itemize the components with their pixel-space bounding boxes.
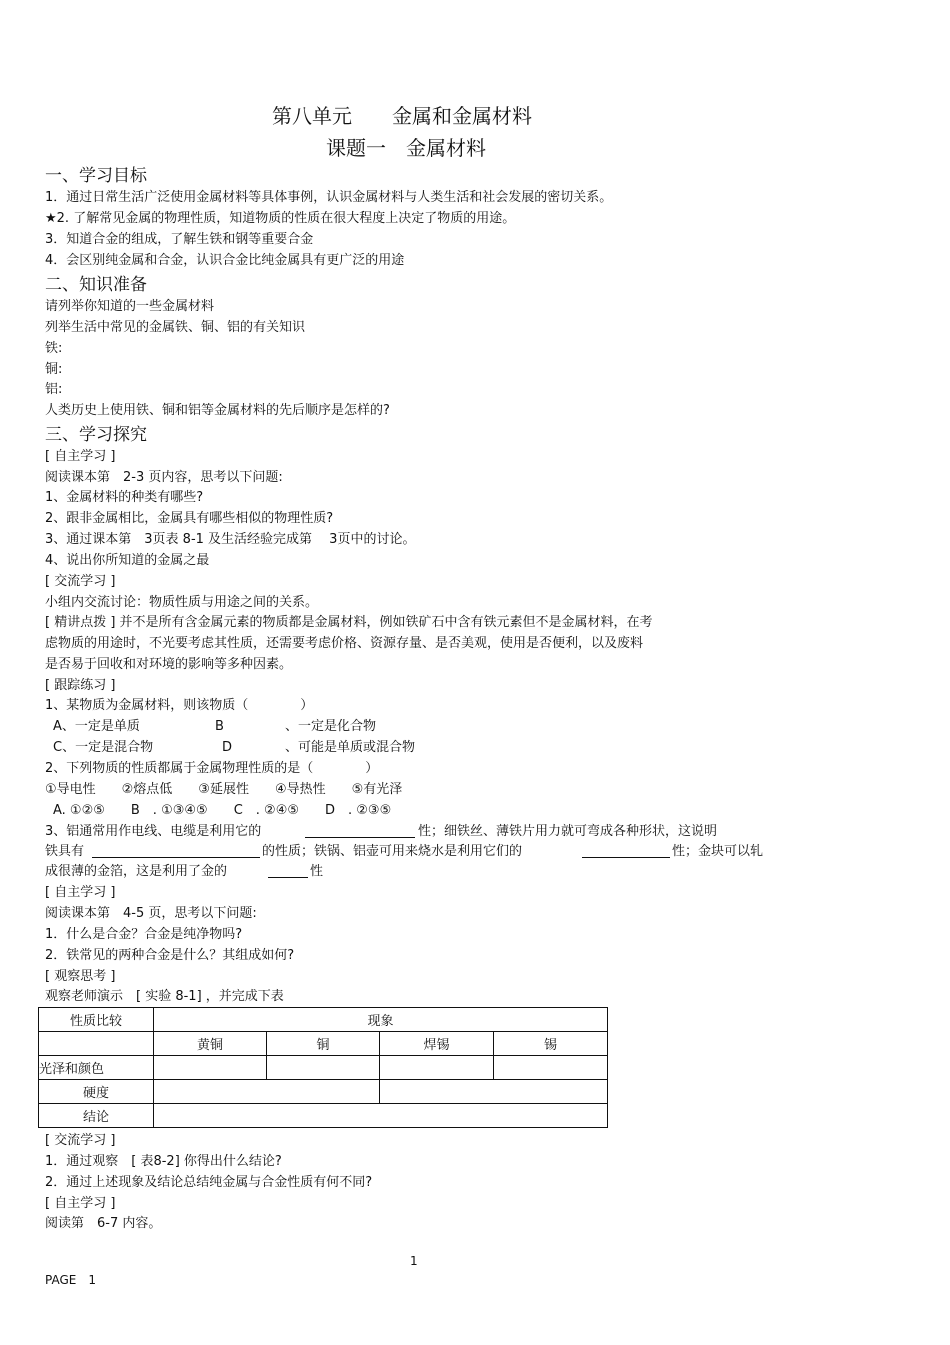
table-cell[interactable] [154, 1080, 380, 1104]
question-1: 1、某物质为金属材料，则该物质（ ） [45, 698, 314, 713]
q1-option-b: 、一定是化合物 [285, 719, 377, 734]
exchange-tag: [ 交流学习 ] [45, 1133, 116, 1148]
table-col-brass: 黄铜 [154, 1032, 267, 1056]
prep-history: 人类历史上使用铁、铜和铝等金属材料的先后顺序是怎样的? [45, 403, 390, 418]
table-row-luster: 光泽和颜色 [39, 1056, 154, 1080]
blank-line[interactable] [268, 864, 308, 883]
question-3-part: 性；金块可以轧 [672, 844, 764, 859]
page-footer: PAGE 1 [45, 1273, 96, 1287]
table-col-copper: 铜 [267, 1032, 380, 1056]
table-cell [39, 1032, 154, 1056]
prep-copper: 铜: [45, 362, 63, 377]
observe-tag: [ 观察思考 ] [45, 969, 116, 984]
table-cell[interactable] [154, 1056, 267, 1080]
q1-option-d-letter: D [222, 740, 233, 755]
question-3-part: 性 [310, 864, 324, 879]
self-study-tag: [ 自主学习 ] [45, 449, 116, 464]
table-cell[interactable] [380, 1056, 494, 1080]
question-3-part: 铁具有 [45, 844, 85, 859]
table-cell[interactable] [154, 1104, 608, 1128]
blank-line[interactable] [92, 844, 260, 863]
section1-heading: 一、学习目标 [45, 166, 147, 186]
tip-line: 是否易于回收和对环境的影响等多种因素。 [45, 657, 293, 672]
q1-option-d: 、可能是单质或混合物 [285, 740, 416, 755]
table-row-conclusion: 结论 [39, 1104, 154, 1128]
observe-line: 观察老师演示 [ 实验 8-1] ，并完成下表 [45, 989, 284, 1004]
table-cell[interactable] [494, 1056, 608, 1080]
self-study-tag: [ 自主学习 ] [45, 1196, 116, 1211]
tip-line: [ 精讲点拨 ] 并不是所有含金属元素的物质都是金属材料，例如铁矿石中含有铁元素但不是金属材料，在考 [45, 615, 653, 630]
goal-4: 4．会区别纯金属和合金，认识合金比纯金属具有更广泛的用途 [45, 253, 405, 268]
question-3-part: 成很薄的金箔，这是利用了金的 [45, 864, 228, 879]
blank-line[interactable] [305, 824, 415, 843]
q1-option-c: C、一定是混合物 [53, 740, 154, 755]
prep-aluminum: 铝: [45, 382, 63, 397]
q2-properties: ①导电性 ②熔点低 ③延展性 ④导热性 ⑤有光泽 [45, 782, 403, 797]
practice-tag: [ 跟踪练习 ] [45, 678, 116, 693]
table-col-tin: 锡 [494, 1032, 608, 1056]
self-study-line: 2、跟非金属相比，金属具有哪些相似的物理性质? [45, 511, 334, 526]
comparison-table [38, 1007, 608, 1128]
table-row-hardness: 硬度 [39, 1080, 154, 1104]
page-number: 1 [410, 1254, 418, 1268]
self-study-line: 4、说出你所知道的金属之最 [45, 553, 210, 568]
self-study-line: 阅读第 6-7 内容。 [45, 1216, 162, 1231]
prep-line: 请列举你知道的一些金属材料 [45, 299, 215, 314]
goal-2: ★2. 了解常见金属的物理性质，知道物质的性质在很大程度上决定了物质的用途。 [45, 211, 516, 226]
blank-line[interactable] [582, 844, 670, 863]
self-study-line: 阅读课本第 2-3 页内容，思考以下问题: [45, 470, 283, 485]
exchange-tag: [ 交流学习 ] [45, 574, 116, 589]
self-study-line: 1．什么是合金？合金是纯净物吗? [45, 927, 243, 942]
unit-title: 第八单元 金属和金属材料 [272, 104, 532, 128]
exchange-line: 小组内交流讨论：物质性质与用途之间的关系。 [45, 595, 319, 610]
goal-1: 1．通过日常生活广泛使用金属材料等具体事例，认识金属材料与人类生活和社会发展的密切关系。 [45, 190, 613, 205]
question-3-part: 3、铝通常用作电线、电缆是利用它的 [45, 824, 262, 839]
section2-heading: 二、知识准备 [45, 275, 147, 295]
tip-line: 虑物质的用途时，不光要考虑其性质，还需要考虑价格、资源存量、是否美观，使用是否便利，以及废料 [45, 636, 644, 651]
exchange-line: 1．通过观察 [ 表8-2] 你得出什么结论? [45, 1154, 282, 1169]
self-study-tag: [ 自主学习 ] [45, 885, 116, 900]
lesson-title: 课题一 金属材料 [326, 136, 486, 160]
question-3-part: 性；细铁丝、薄铁片用力就可弯成各种形状，这说明 [418, 824, 718, 839]
question-2: 2、下列物质的性质都属于金属物理性质的是（ ） [45, 761, 379, 776]
goal-3: 3．知道合金的组成，了解生铁和钢等重要合金 [45, 232, 314, 247]
table-col-solder: 焊锡 [380, 1032, 494, 1056]
section3-heading: 三、学习探究 [45, 425, 147, 445]
table-cell[interactable] [380, 1080, 608, 1104]
self-study-line: 阅读课本第 4-5 页，思考以下问题: [45, 906, 257, 921]
question-3-part: 的性质；铁锅、铝壶可用来烧水是利用它们的 [262, 844, 523, 859]
table-cell[interactable] [267, 1056, 380, 1080]
q1-option-b-letter: B [215, 719, 224, 734]
q2-options: A. ①②⑤ B . ①③④⑤ C . ②④⑤ D . ②③⑤ [53, 803, 392, 818]
self-study-line: 3、通过课本第 3页表 8-1 及生活经验完成第 3页中的讨论。 [45, 532, 416, 547]
table-header-property: 性质比较 [39, 1008, 154, 1032]
table-header-phenomenon: 现象 [154, 1008, 608, 1032]
prep-iron: 铁: [45, 341, 63, 356]
exchange-line: 2．通过上述现象及结论总结纯金属与合金性质有何不同? [45, 1175, 373, 1190]
self-study-line: 2．铁常见的两种合金是什么？其组成如何? [45, 948, 295, 963]
prep-line: 列举生活中常见的金属铁、铜、铝的有关知识 [45, 320, 306, 335]
self-study-line: 1、金属材料的种类有哪些? [45, 490, 204, 505]
q1-option-a: A、一定是单质 [53, 719, 140, 734]
